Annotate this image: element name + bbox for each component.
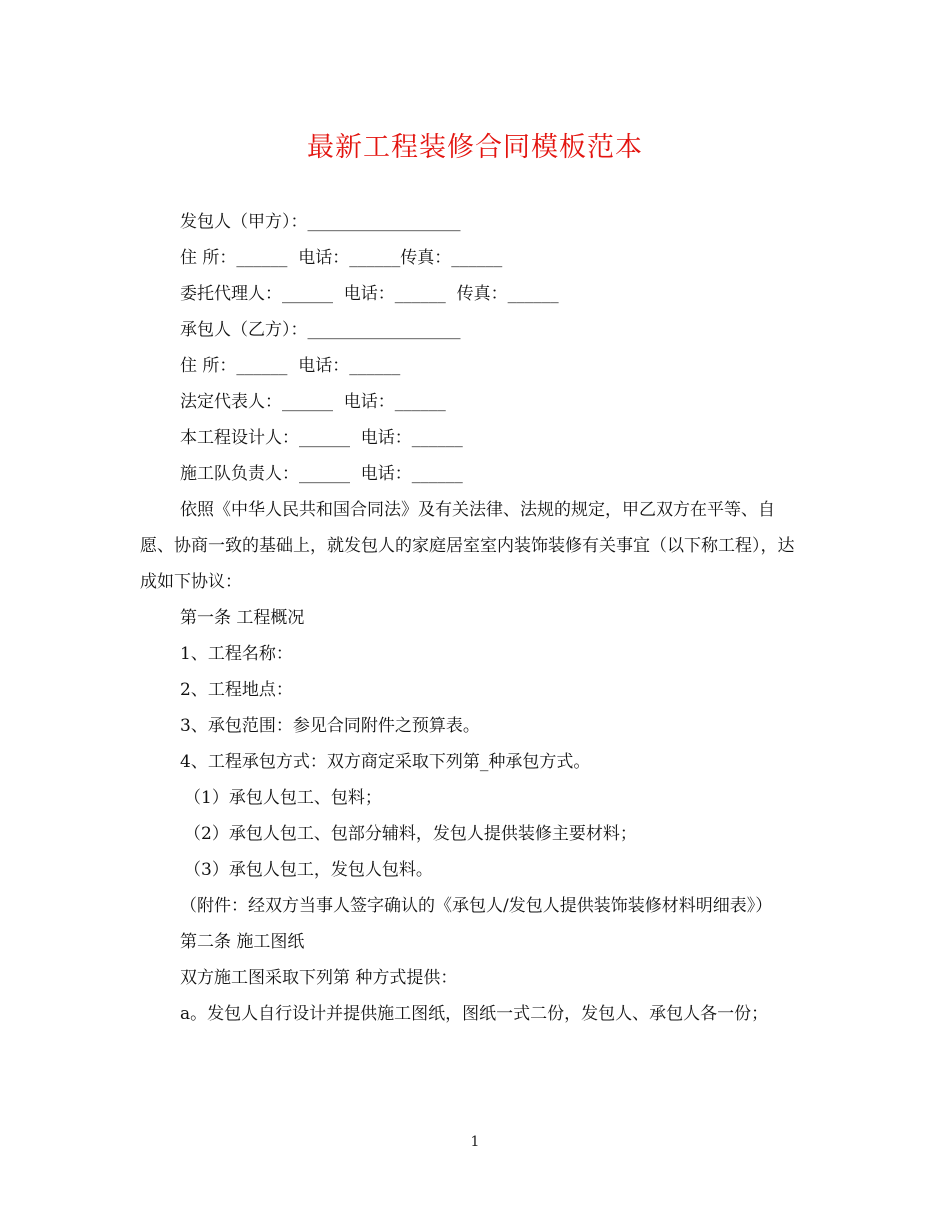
paragraph: 双方施工图采取下列第 种方式提供： bbox=[180, 968, 458, 988]
paragraph: a。发包人自行设计并提供施工图纸，图纸一式二份，发包人、承包人各一份； bbox=[180, 1004, 769, 1024]
document-body bbox=[140, 204, 800, 1032]
paragraph: 承包人（乙方）：__________________ bbox=[180, 320, 461, 340]
paragraph: 本工程设计人：______ 电话：______ bbox=[180, 428, 463, 448]
list-item: 2、工程地点： bbox=[180, 680, 293, 700]
list-item: 4、工程承包方式：双方商定采取下列第_种承包方式。 bbox=[180, 752, 591, 772]
list-item: 3、承包范围：参见合同附件之预算表。 bbox=[180, 716, 480, 736]
list-item: 1、工程名称： bbox=[180, 644, 293, 664]
paragraph: 发包人（甲方）：__________________ bbox=[180, 212, 461, 232]
paragraph: 法定代表人：______ 电话：______ bbox=[180, 392, 446, 412]
paragraph: 依照《中华人民共和国合同法》及有关法律、法规的规定，甲乙双方在平等、自愿、协商一致的基础上，就发包人的家庭居室室内装饰装修有关事宜（以下称工程），达成如下协议： bbox=[140, 500, 795, 592]
section-heading: 第一条 工程概况 bbox=[180, 608, 305, 628]
paragraph: 施工队负责人：______ 电话：______ bbox=[180, 464, 463, 484]
page-number: 1 bbox=[470, 1134, 480, 1150]
paragraph: （附件：经双方当事人签字确认的《承包人/发包人提供装饰装修材料明细表》） bbox=[180, 896, 773, 916]
list-item: （1）承包人包工、包料； bbox=[184, 788, 382, 808]
document-title: 最新工程装修合同模板范本 bbox=[307, 132, 643, 163]
paragraph: 住 所：______ 电话：______ bbox=[180, 356, 401, 376]
list-item: （2）承包人包工、包部分辅料，发包人提供装修主要材料； bbox=[184, 824, 637, 844]
paragraph: 住 所：______ 电话：______传真：______ bbox=[180, 248, 503, 268]
paragraph: 委托代理人：______ 电话：______ 传真：______ bbox=[180, 284, 559, 304]
section-heading: 第二条 施工图纸 bbox=[180, 932, 305, 952]
list-item: （3）承包人包工，发包人包料。 bbox=[184, 860, 433, 880]
